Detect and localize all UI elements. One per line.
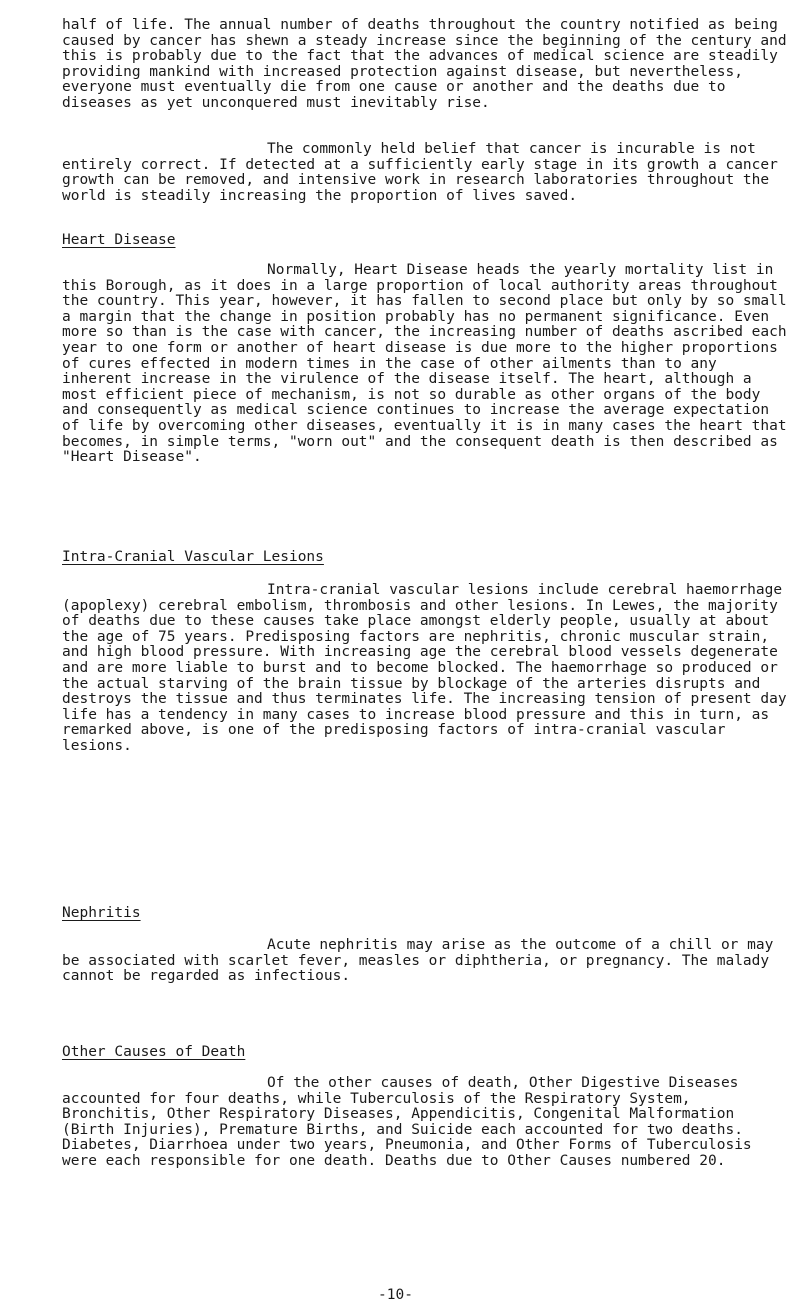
intra-cranial-text: Intra-cranial vascular lesions include cerebral haemorrhage (apoplexy) cerebral embolism, thrombosis and other lesions. In Lewes, the majority of deaths due to these causes take place amongst elderly people, usually at about the age of 75 years. Predisposing factors are nephritis, chronic muscular strain, and high blood pressure. With increasing age the cerebral blood vessels degenerate and are more liable to burst and to become blocked. The haemorrhage so produced or the actual starving of the brain tissue by blockage of the arteries disrupts and destroys the tissue and thus terminates life. The increasing tension of present day life has a tendency in many cases to increase blood pressure and this in turn, as remarked above, is one of the predisposing factors of intra-cranial vascular lesions. bbox=[62, 582, 787, 754]
heading-nephritis: Nephritis bbox=[62, 905, 141, 921]
heart-disease-paragraph bbox=[62, 263, 793, 466]
heart-disease-text: Normally, Heart Disease heads the yearly mortality list in this Borough, as it does in a large proportion of local authority areas throughout the country. This year, however, it has fallen to second place but only by so small a margin that the change in position probably has no permanent significance. Even more so than is the case with cancer, the increasing number of deaths ascribed each year to one form or another of heart disease is due more to the higher proportions of cures effected in modern times in the case of other ailments than to any inherent increase in the virulence of the disease itself. The heart, although a most efficient piece of mechanism, is not so durable as other organs of the body and consequently as medical science continues to increase the average expectation of life by overcoming other diseases, eventually it is in many cases the heart that becomes, in simple terms, "worn out" and the consequent death is then described as "Heart Disease". bbox=[62, 262, 787, 466]
cancer-paragraph bbox=[62, 142, 793, 204]
page-number: -10- bbox=[378, 1287, 413, 1303]
heading-heart-disease: Heart Disease bbox=[62, 232, 176, 248]
other-causes-paragraph bbox=[62, 1076, 793, 1170]
nephritis-text: Acute nephritis may arise as the outcome of a chill or may be associated with scarlet fever, measles or diphtheria, or pregnancy. The malady cannot be regarded as infectious. bbox=[62, 937, 774, 985]
intro-text: half of life. The annual number of deaths throughout the country notified as being caused by cancer has shewn a steady increase since the beginning of the century and this is probably due to the fact that the advances of medical science are steadily providing mankind with increased protection against disease, but nevertheless, everyone must eventually die from one cause or another and the deaths due to diseases as yet unconquered must inevitably rise. bbox=[62, 17, 787, 111]
intra-cranial-paragraph bbox=[62, 583, 793, 755]
intro-paragraph bbox=[62, 18, 793, 112]
nephritis-paragraph bbox=[62, 938, 793, 985]
heading-intra-cranial: Intra-Cranial Vascular Lesions bbox=[62, 549, 324, 565]
cancer-text: The commonly held belief that cancer is incurable is not entirely correct. If detected at a sufficiently early stage in its growth a cancer growth can be removed, and intensive work in research laboratories throughout the world is steadily increasing the proportion of lives saved. bbox=[62, 141, 778, 204]
heading-other-causes: Other Causes of Death bbox=[62, 1044, 246, 1060]
other-causes-text: Of the other causes of death, Other Digestive Diseases accounted for four deaths, while Tuberculosis of the Respiratory System, Bronchitis, Other Respiratory Diseases, Appendicitis, Congenital Malformation (Birth Injuries), Premature Births, and Suicide each accounted for two deaths. Diabetes, Diarrhoea under two years, Pneumonia, and Other Forms of Tuberculosis were each responsible for one death. Deaths due to Other Causes numbered 20. bbox=[62, 1075, 752, 1169]
